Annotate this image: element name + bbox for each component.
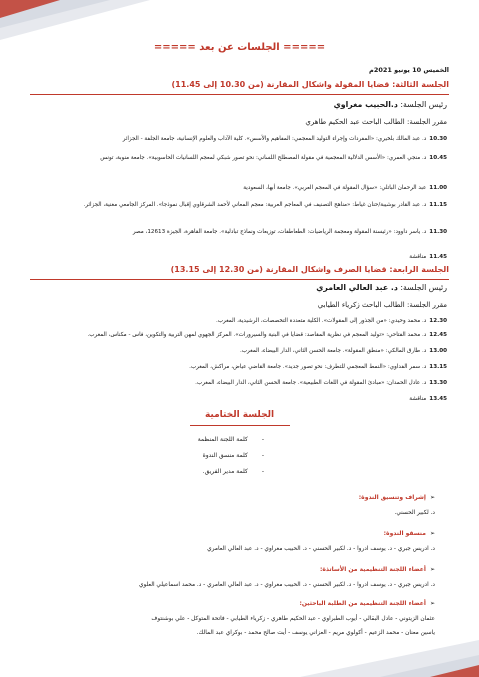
talk-item [29, 183, 447, 194]
session3-underline [30, 94, 449, 95]
committee-students-line: عثمان الزيتوني - عادل البقالي - أيوب الطبراوي - عبد الحكيم طاهري - زكرياء الطيابي - فاتحة المتوكل - علي بوشنتوف [151, 616, 435, 622]
talk-time: 11.30 [429, 229, 447, 235]
talk-item [29, 200, 447, 211]
committee-students-heading: ➢أعضاء اللجنة التنظيمية من الطلبة الباحثين: [299, 600, 435, 607]
chair-label: رئيس الجلسة: [400, 283, 447, 292]
session3-title: الجلسة الثالثة: قضايا المقولة واشكال المقارنة (من 10.30 إلى 11.45) [171, 80, 449, 89]
talk-body: مناقشة [409, 254, 427, 260]
closing-item: -كلمة اللجنة المنظمة [197, 436, 264, 443]
talk-item [29, 252, 447, 263]
talk-time: 11.15 [429, 202, 447, 208]
arrow-bullet-icon: ➢ [429, 494, 435, 501]
talk-time: 11.00 [429, 185, 447, 191]
talk-body: د. ياسر داوود: «رئيسنة المقولة ومعجمة الرياضيات: الطعاطفات، توزيعات ونماذج تبادلية». جامعة القاهرة، الجيزة 12613، مصر [132, 229, 427, 235]
date-line: الخميس 10 يونيو 2021م [369, 66, 449, 74]
closing-item: -كلمة مدير الفريق. [202, 468, 264, 475]
session3-chair [334, 100, 447, 109]
talk-item [29, 362, 447, 373]
coordinators-heading: ➢منسقو الندوة: [383, 530, 435, 537]
talk-body: مناقشة [409, 396, 427, 402]
talk-body: د. محمد وحيدي: «من الجذور إلى المقولات». الكلية متعددة التخصصات، الرشيدية، المغرب. [215, 318, 427, 324]
talk-time: 10.30 [429, 136, 447, 142]
talk-item [29, 316, 447, 327]
closing-title: الجلسة الختامية [204, 410, 275, 420]
supervision-value: د. لكبير الحسني. [394, 510, 435, 516]
talk-time: 10.45 [429, 155, 447, 161]
talk-body: د. عادل الحمدان: «مبادئ المقولة في اللغات الطبيعية». جامعة الحسن الثاني، الدار البيضاء، المغرب. [195, 380, 427, 386]
talk-item [29, 330, 447, 341]
chair-name: د. عبد العالي العامري [316, 283, 398, 292]
talk-time: 13.45 [429, 396, 447, 402]
closing-underline [190, 425, 290, 426]
talk-item [29, 394, 447, 405]
talk-time: 13.30 [429, 380, 447, 386]
arrow-bullet-icon: ➢ [429, 530, 435, 537]
talk-body: د. محمد الفتاحي: «توليد المعجم في نظرية المقاصد: قضايا في البنية والسيرورات». المركز الجهوي لمهن التربية والتكوين، فاس - مكناس، المغرب. [87, 332, 427, 338]
talk-body: د. عبد المالك بلخيري: «المفردات وإجراء التوليد المعجمي: المفاهيم والأسس». كلية الآداب والعلوم الإنسانية، جامعة الجلفة - الجزائر [122, 136, 427, 142]
closing-item: -كلمة منسق الندوة [202, 452, 264, 459]
committee-profs-value: د. ادريس جبري - د. يوسف ادروا - د. لكبير الحسني - د. الحبيب مغراوي - د. عبد العالي العامري - د. محمد اسماعيلي العلوي [138, 582, 435, 588]
talk-time: 12.45 [429, 332, 447, 338]
talk-item [29, 346, 447, 357]
arrow-bullet-icon: ➢ [429, 600, 435, 607]
banner-title: ===== الجلسات عن بعد ===== [153, 42, 326, 53]
talk-time: 12.30 [429, 318, 447, 324]
talk-item [29, 134, 447, 145]
talk-time: 13.00 [429, 348, 447, 354]
talk-time: 13.15 [429, 364, 447, 370]
talk-body: عبد الرحمان الباتلي: «سؤال المقولة في المعجم العربي». جامعة أبها، السعودية [243, 185, 427, 191]
chair-name: د.الحبيب مغراوي [333, 100, 398, 109]
talk-item [29, 153, 447, 164]
session4-chair [316, 283, 447, 292]
talk-body: د. سمر الفداوي: «النمط المعجمي للتطرف: نحو تصور جديد». جامعة القاضي عياض، مراكش، المغرب. [189, 364, 427, 370]
talk-body: د. عبد القادر بوشيبة/حنان غياط: «مناهج التصنيف في المعاجم العربية: معجم المعاني لأحمد الشرقاوي إقبال نموذجا». المركز الجامعي مغنية، الجزائر. [83, 202, 427, 208]
session3-rapporteur: مقرر الجلسة: الطالب الباحث عبد الحكيم طاهري [305, 118, 447, 126]
talk-body: د. طارق المالكي: «منطق المقولة». جامعة الحسن الثاني، الدار البيضاء، المغرب. [239, 348, 427, 354]
session4-rapporteur: مقرر الجلسة: الطالب الباحث زكرياء الطيابي [317, 301, 447, 309]
session4-title: الجلسة الرابعة: قضايا الصرف واشكال المقارنة (من 12.30 إلى 13.15) [170, 265, 449, 274]
talk-item [29, 227, 447, 238]
talk-time: 11.45 [429, 254, 447, 260]
supervision-heading: ➢إشراف وتنسيق الندوة: [358, 494, 435, 501]
committee-profs-heading: ➢أعضاء اللجنة التنظيمية من الأساتذة: [319, 566, 435, 573]
talk-body: د. منجي العمري: «الأسس الدلالية المعجمية في مقولة المصطلح اللساني: نحو تصور شبكي لمعجم اللسانيات الحاسوبية». جامعة منوبة، تونس [100, 155, 427, 161]
session4-underline [30, 279, 449, 280]
committee-students-line: ياسين معنان - محمد الزعيم - أكولوي مريم - العزاني يوسف - أيت صالح محمد - بوكراي عبد المالك. [196, 630, 435, 636]
coordinators-value: د. ادريس جبري - د. يوسف ادروا - د. لكبير الحسني - د. الحبيب مغراوي - د. عبد العالي العامري [207, 546, 435, 552]
talk-item [29, 378, 447, 389]
arrow-bullet-icon: ➢ [429, 566, 435, 573]
chair-label: رئيس الجلسة: [400, 100, 447, 109]
